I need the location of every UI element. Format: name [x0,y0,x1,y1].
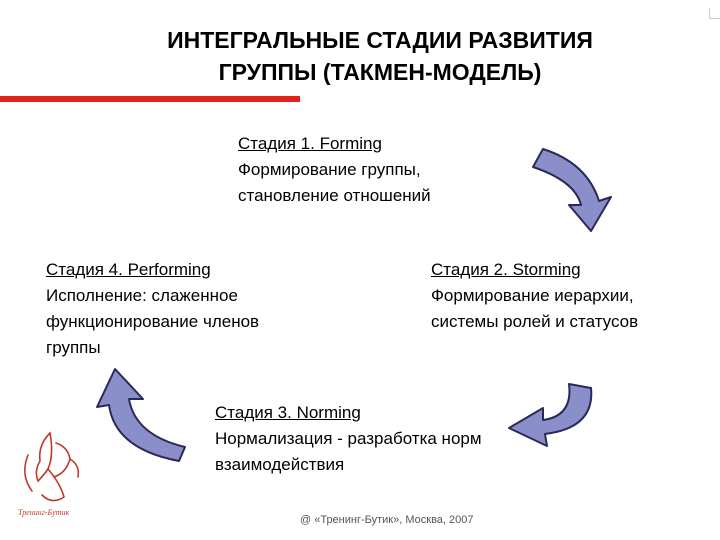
stage-heading: Стадия 1. Forming [238,134,382,153]
stage-3-norming [215,400,515,478]
footer-copyright: @ «Тренинг-Бутик», Москва, 2007 [300,514,474,526]
stage-heading: Стадия 3. Norming [215,403,361,422]
stage-4-performing [46,257,316,361]
logo-sketch [10,425,125,525]
curved-arrow-icon-forming-to-storming [525,145,615,235]
stage-description: Формирование группы, становление отношений [238,160,431,205]
title-underline-bar [0,96,300,102]
stage-heading: Стадия 4. Performing [46,260,211,279]
title-line-1: ИНТЕГРАЛЬНЫЕ СТАДИИ РАЗВИТИЯ [167,27,593,53]
stage-heading: Стадия 2. Storming [431,260,581,279]
stage-description: Нормализация - разработка норм взаимодействия [215,429,482,474]
slide-title [60,24,700,88]
stage-2-storming [431,257,701,335]
corner-mark [709,8,720,19]
title-line-2: ГРУППЫ (ТАКМЕН-МОДЕЛЬ) [218,59,542,85]
stage-description: Формирование иерархии, системы ролей и статусов [431,286,639,331]
curved-arrow-icon-storming-to-norming [505,380,605,450]
logo-caption: Тренинг-Бутик [18,508,70,517]
stage-description: Исполнение: слаженное функционирование членов группы [46,286,260,357]
stage-1-forming [238,131,498,209]
